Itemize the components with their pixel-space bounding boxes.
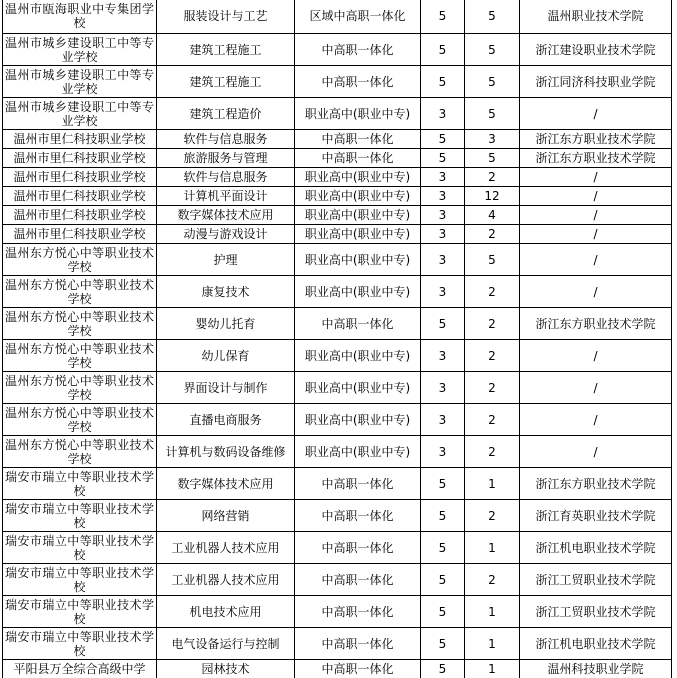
cell-quota: 5 xyxy=(465,34,520,66)
cell-school xyxy=(3,660,157,678)
cell-major: 建筑工程施工 xyxy=(157,66,295,98)
cell-partner-college: / xyxy=(520,187,672,206)
cell-quota: 1 xyxy=(465,532,520,564)
cell-years: 3 xyxy=(421,404,465,436)
cell-major: 直播电商服务 xyxy=(157,404,295,436)
cell-partner-college: / xyxy=(520,244,672,276)
cell-school xyxy=(3,187,157,206)
cell-partner-college: 浙江工贸职业技术学院 xyxy=(520,564,672,596)
cell-partner-college: / xyxy=(520,372,672,404)
table-row xyxy=(3,372,672,404)
cell-quota: 2 xyxy=(465,372,520,404)
cell-school xyxy=(3,468,157,500)
cell-years: 5 xyxy=(421,628,465,660)
cell-program-type: 职业高中(职业中专) xyxy=(295,225,421,244)
table-row xyxy=(3,34,672,66)
cell-major: 数字媒体技术应用 xyxy=(157,468,295,500)
table-row xyxy=(3,340,672,372)
school-name-text: 温州市里仁科技职业学校 xyxy=(13,227,146,241)
cell-major: 旅游服务与管理 xyxy=(157,149,295,168)
school-name-text: 温州市里仁科技职业学校 xyxy=(13,151,146,165)
table-row xyxy=(3,308,672,340)
table-row xyxy=(3,532,672,564)
table-row xyxy=(3,98,672,130)
cell-program-type: 中高职一体化 xyxy=(295,66,421,98)
cell-partner-college: 温州职业技术学院 xyxy=(520,0,672,34)
cell-program-type: 中高职一体化 xyxy=(295,628,421,660)
cell-partner-college: 浙江东方职业技术学院 xyxy=(520,468,672,500)
school-name-text: 温州市城乡建设职工中等专业学校 xyxy=(5,35,154,64)
table-row xyxy=(3,628,672,660)
cell-partner-college: / xyxy=(520,168,672,187)
cell-program-type: 职业高中(职业中专) xyxy=(295,404,421,436)
cell-major: 工业机器人技术应用 xyxy=(157,564,295,596)
school-name-text: 瑞安市瑞立中等职业技术学校 xyxy=(5,501,154,530)
cell-quota: 2 xyxy=(465,225,520,244)
cell-school xyxy=(3,130,157,149)
cell-major: 软件与信息服务 xyxy=(157,168,295,187)
table-row xyxy=(3,149,672,168)
table-row xyxy=(3,130,672,149)
cell-years: 3 xyxy=(421,187,465,206)
admissions-table xyxy=(2,0,672,678)
cell-program-type: 中高职一体化 xyxy=(295,660,421,678)
cell-major: 界面设计与制作 xyxy=(157,372,295,404)
cell-quota: 2 xyxy=(465,404,520,436)
cell-major: 服装设计与工艺 xyxy=(157,0,295,34)
cell-years: 3 xyxy=(421,225,465,244)
cell-quota: 2 xyxy=(465,500,520,532)
table-row xyxy=(3,660,672,678)
cell-major: 网络营销 xyxy=(157,500,295,532)
cell-school xyxy=(3,340,157,372)
school-name-text: 瑞安市瑞立中等职业技术学校 xyxy=(5,597,154,626)
cell-years: 5 xyxy=(421,532,465,564)
table-row xyxy=(3,206,672,225)
cell-years: 3 xyxy=(421,372,465,404)
cell-major: 计算机平面设计 xyxy=(157,187,295,206)
cell-major: 护理 xyxy=(157,244,295,276)
cell-quota: 5 xyxy=(465,244,520,276)
table-row xyxy=(3,0,672,34)
cell-partner-college: / xyxy=(520,98,672,130)
table-row xyxy=(3,168,672,187)
school-name-text: 温州东方悦心中等职业技术学校 xyxy=(5,277,154,306)
cell-program-type: 中高职一体化 xyxy=(295,149,421,168)
table-body xyxy=(3,0,672,678)
table-row xyxy=(3,187,672,206)
cell-program-type: 中高职一体化 xyxy=(295,468,421,500)
cell-partner-college: / xyxy=(520,276,672,308)
cell-program-type: 中高职一体化 xyxy=(295,130,421,149)
cell-program-type: 区域中高职一体化 xyxy=(295,0,421,34)
cell-partner-college: 浙江同济科技职业学院 xyxy=(520,66,672,98)
cell-quota: 2 xyxy=(465,276,520,308)
cell-school xyxy=(3,308,157,340)
table-row xyxy=(3,276,672,308)
cell-major: 康复技术 xyxy=(157,276,295,308)
school-name-text: 温州市里仁科技职业学校 xyxy=(13,208,146,222)
table-row xyxy=(3,468,672,500)
cell-years: 5 xyxy=(421,564,465,596)
cell-program-type: 职业高中(职业中专) xyxy=(295,372,421,404)
cell-program-type: 中高职一体化 xyxy=(295,34,421,66)
cell-program-type: 中高职一体化 xyxy=(295,532,421,564)
cell-partner-college: / xyxy=(520,206,672,225)
cell-school xyxy=(3,66,157,98)
cell-years: 5 xyxy=(421,34,465,66)
school-name-text: 瑞安市瑞立中等职业技术学校 xyxy=(5,533,154,562)
cell-major: 建筑工程施工 xyxy=(157,34,295,66)
school-name-text: 瑞安市瑞立中等职业技术学校 xyxy=(5,629,154,658)
cell-major: 软件与信息服务 xyxy=(157,130,295,149)
cell-years: 5 xyxy=(421,468,465,500)
table-row xyxy=(3,500,672,532)
table-row xyxy=(3,436,672,468)
cell-program-type: 职业高中(职业中专) xyxy=(295,244,421,276)
cell-quota: 5 xyxy=(465,0,520,34)
cell-school xyxy=(3,404,157,436)
cell-years: 5 xyxy=(421,308,465,340)
cell-school xyxy=(3,34,157,66)
cell-school xyxy=(3,98,157,130)
cell-school xyxy=(3,372,157,404)
cell-major: 园林技术 xyxy=(157,660,295,678)
school-name-text: 温州东方悦心中等职业技术学校 xyxy=(5,245,154,274)
cell-school xyxy=(3,628,157,660)
table-row xyxy=(3,66,672,98)
cell-major: 电气设备运行与控制 xyxy=(157,628,295,660)
school-name-text: 温州东方悦心中等职业技术学校 xyxy=(5,405,154,434)
school-name-text: 温州市里仁科技职业学校 xyxy=(13,132,146,146)
cell-years: 3 xyxy=(421,98,465,130)
cell-years: 3 xyxy=(421,340,465,372)
cell-quota: 4 xyxy=(465,206,520,225)
table-row xyxy=(3,244,672,276)
cell-school xyxy=(3,168,157,187)
cell-quota: 2 xyxy=(465,308,520,340)
cell-quota: 1 xyxy=(465,660,520,678)
cell-years: 3 xyxy=(421,244,465,276)
cell-school xyxy=(3,436,157,468)
cell-quota: 5 xyxy=(465,66,520,98)
cell-quota: 5 xyxy=(465,149,520,168)
cell-program-type: 中高职一体化 xyxy=(295,596,421,628)
cell-partner-college: 温州科技职业学院 xyxy=(520,660,672,678)
table-row xyxy=(3,225,672,244)
cell-years: 5 xyxy=(421,130,465,149)
cell-years: 5 xyxy=(421,596,465,628)
cell-program-type: 职业高中(职业中专) xyxy=(295,168,421,187)
cell-years: 5 xyxy=(421,500,465,532)
cell-years: 3 xyxy=(421,276,465,308)
cell-quota: 3 xyxy=(465,130,520,149)
cell-major: 动漫与游戏设计 xyxy=(157,225,295,244)
school-name-text: 温州市城乡建设职工中等专业学校 xyxy=(5,99,154,128)
school-name-text: 温州东方悦心中等职业技术学校 xyxy=(5,309,154,338)
cell-years: 5 xyxy=(421,66,465,98)
cell-major: 婴幼儿托育 xyxy=(157,308,295,340)
cell-partner-college: 浙江工贸职业技术学院 xyxy=(520,596,672,628)
cell-school xyxy=(3,500,157,532)
cell-school xyxy=(3,244,157,276)
cell-major: 计算机与数码设备维修 xyxy=(157,436,295,468)
cell-program-type: 职业高中(职业中专) xyxy=(295,187,421,206)
cell-quota: 1 xyxy=(465,596,520,628)
school-name-text: 温州市瓯海职业中专集团学校 xyxy=(5,1,154,30)
cell-school xyxy=(3,596,157,628)
cell-school xyxy=(3,276,157,308)
school-name-text: 温州市城乡建设职工中等专业学校 xyxy=(5,67,154,96)
cell-major: 机电技术应用 xyxy=(157,596,295,628)
cell-school xyxy=(3,206,157,225)
school-name-text: 温州市里仁科技职业学校 xyxy=(13,170,146,184)
cell-program-type: 中高职一体化 xyxy=(295,308,421,340)
cell-partner-college: 浙江育英职业技术学院 xyxy=(520,500,672,532)
cell-years: 5 xyxy=(421,0,465,34)
cell-partner-college: 浙江东方职业技术学院 xyxy=(520,149,672,168)
school-name-text: 温州东方悦心中等职业技术学校 xyxy=(5,341,154,370)
cell-program-type: 职业高中(职业中专) xyxy=(295,98,421,130)
school-name-text: 温州东方悦心中等职业技术学校 xyxy=(5,373,154,402)
cell-partner-college: 浙江建设职业技术学院 xyxy=(520,34,672,66)
cell-years: 5 xyxy=(421,149,465,168)
table-row xyxy=(3,404,672,436)
school-name-text: 瑞安市瑞立中等职业技术学校 xyxy=(5,469,154,498)
cell-quota: 2 xyxy=(465,340,520,372)
cell-major: 工业机器人技术应用 xyxy=(157,532,295,564)
cell-quota: 2 xyxy=(465,168,520,187)
cell-quota: 5 xyxy=(465,98,520,130)
cell-quota: 2 xyxy=(465,564,520,596)
school-name-text: 瑞安市瑞立中等职业技术学校 xyxy=(5,565,154,594)
cell-quota: 2 xyxy=(465,436,520,468)
cell-program-type: 职业高中(职业中专) xyxy=(295,436,421,468)
cell-partner-college: / xyxy=(520,404,672,436)
cell-school xyxy=(3,225,157,244)
school-name-text: 温州市里仁科技职业学校 xyxy=(13,189,146,203)
cell-school xyxy=(3,149,157,168)
cell-years: 3 xyxy=(421,436,465,468)
cell-partner-college: / xyxy=(520,340,672,372)
cell-partner-college: 浙江东方职业技术学院 xyxy=(520,130,672,149)
cell-major: 建筑工程造价 xyxy=(157,98,295,130)
cell-years: 3 xyxy=(421,168,465,187)
cell-quota: 1 xyxy=(465,468,520,500)
table-row xyxy=(3,564,672,596)
cell-partner-college: / xyxy=(520,225,672,244)
cell-partner-college: / xyxy=(520,436,672,468)
cell-school xyxy=(3,564,157,596)
cell-school xyxy=(3,0,157,34)
cell-years: 5 xyxy=(421,660,465,678)
cell-partner-college: 浙江东方职业技术学院 xyxy=(520,308,672,340)
cell-program-type: 职业高中(职业中专) xyxy=(295,340,421,372)
cell-partner-college: 浙江机电职业技术学院 xyxy=(520,628,672,660)
school-name-text: 温州东方悦心中等职业技术学校 xyxy=(5,437,154,466)
cell-major: 数字媒体技术应用 xyxy=(157,206,295,225)
cell-years: 3 xyxy=(421,206,465,225)
cell-program-type: 职业高中(职业中专) xyxy=(295,206,421,225)
cell-quota: 1 xyxy=(465,628,520,660)
cell-partner-college: 浙江机电职业技术学院 xyxy=(520,532,672,564)
cell-school xyxy=(3,532,157,564)
cell-program-type: 中高职一体化 xyxy=(295,500,421,532)
table-row xyxy=(3,596,672,628)
cell-program-type: 中高职一体化 xyxy=(295,564,421,596)
cell-quota: 12 xyxy=(465,187,520,206)
school-name-text: 平阳县万全综合高级中学 xyxy=(13,662,146,676)
cell-program-type: 职业高中(职业中专) xyxy=(295,276,421,308)
cell-major: 幼儿保育 xyxy=(157,340,295,372)
